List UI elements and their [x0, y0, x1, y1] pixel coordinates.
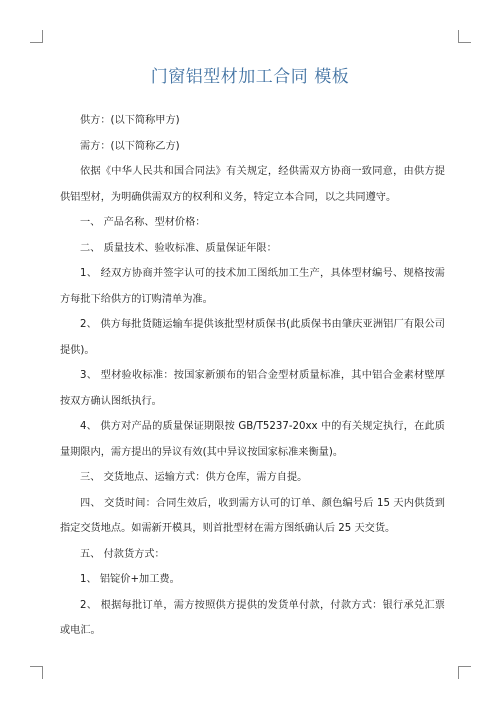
- paragraph-item-2-1: 1、 经双方协商并签字认可的技术加工图纸加工生产，具体型材编号、规格按需方每批下给供方的订购清单为准。: [60, 268, 445, 305]
- paragraph-section-3: 三、 交货地点、运输方式：供方仓库，需方自提。: [80, 472, 308, 483]
- document-title: 门窗铝型材加工合同 模板: [150, 67, 350, 87]
- paragraph-preamble: 依据《中华人民共和国合同法》有关规定，经供需双方协商一致同意，由供方提供铝型材，为明确供需双方的权利和义务，特定立本合同，以之共同遵守。: [60, 166, 445, 203]
- crop-mark-top-left: [30, 30, 43, 43]
- paragraph-item-5-2: 2、 根据每批订单，需方按照供方提供的发货单付款，付款方式：银行承兑汇票或电汇。: [60, 599, 445, 636]
- crop-mark-bottom-left: [30, 666, 43, 679]
- crop-mark-top-right: [458, 30, 471, 43]
- paragraph-section-1: 一、 产品名称、型材价格：: [80, 217, 206, 228]
- paragraph-supplier: 供方：(以下简称甲方): [80, 115, 180, 126]
- crop-mark-bottom-right: [458, 666, 471, 679]
- document-body: [60, 108, 445, 644]
- paragraph-section-2: 二、 质量技术、验收标准、质量保证年限：: [80, 242, 277, 254]
- paragraph-section-4: 四、 交货时间：合同生效后，收到需方认可的订单、颜色编号后 15 天内供货到指定交货地点。如需新开模具，则首批型材在需方图纸确认后 25 天交货。: [60, 497, 445, 534]
- paragraph-item-2-4: 4、 供方对产品的质量保证期限按 GB/T5237-20xx 中的有关规定执行，在此质量期限内，需方提出的异议有效(其中异议按国家标准来衡量)。: [60, 421, 445, 458]
- paragraph-item-2-2: 2、 供方每批货随运输车提供该批型材质保书(此质保书由肇庆亚洲铝厂有限公司提供)。: [60, 319, 445, 356]
- paragraph-buyer: 需方：(以下简称乙方): [80, 140, 180, 152]
- paragraph-item-5-1: 1、 铝锭价+加工费。: [80, 574, 180, 585]
- paragraph-section-5: 五、 付款货方式：: [80, 548, 165, 560]
- paragraph-item-2-3: 3、 型材验收标准：按国家新颁布的铝合金型材质量标准，其中铝合金素材壁厚按双方确认图纸执行。: [60, 370, 445, 407]
